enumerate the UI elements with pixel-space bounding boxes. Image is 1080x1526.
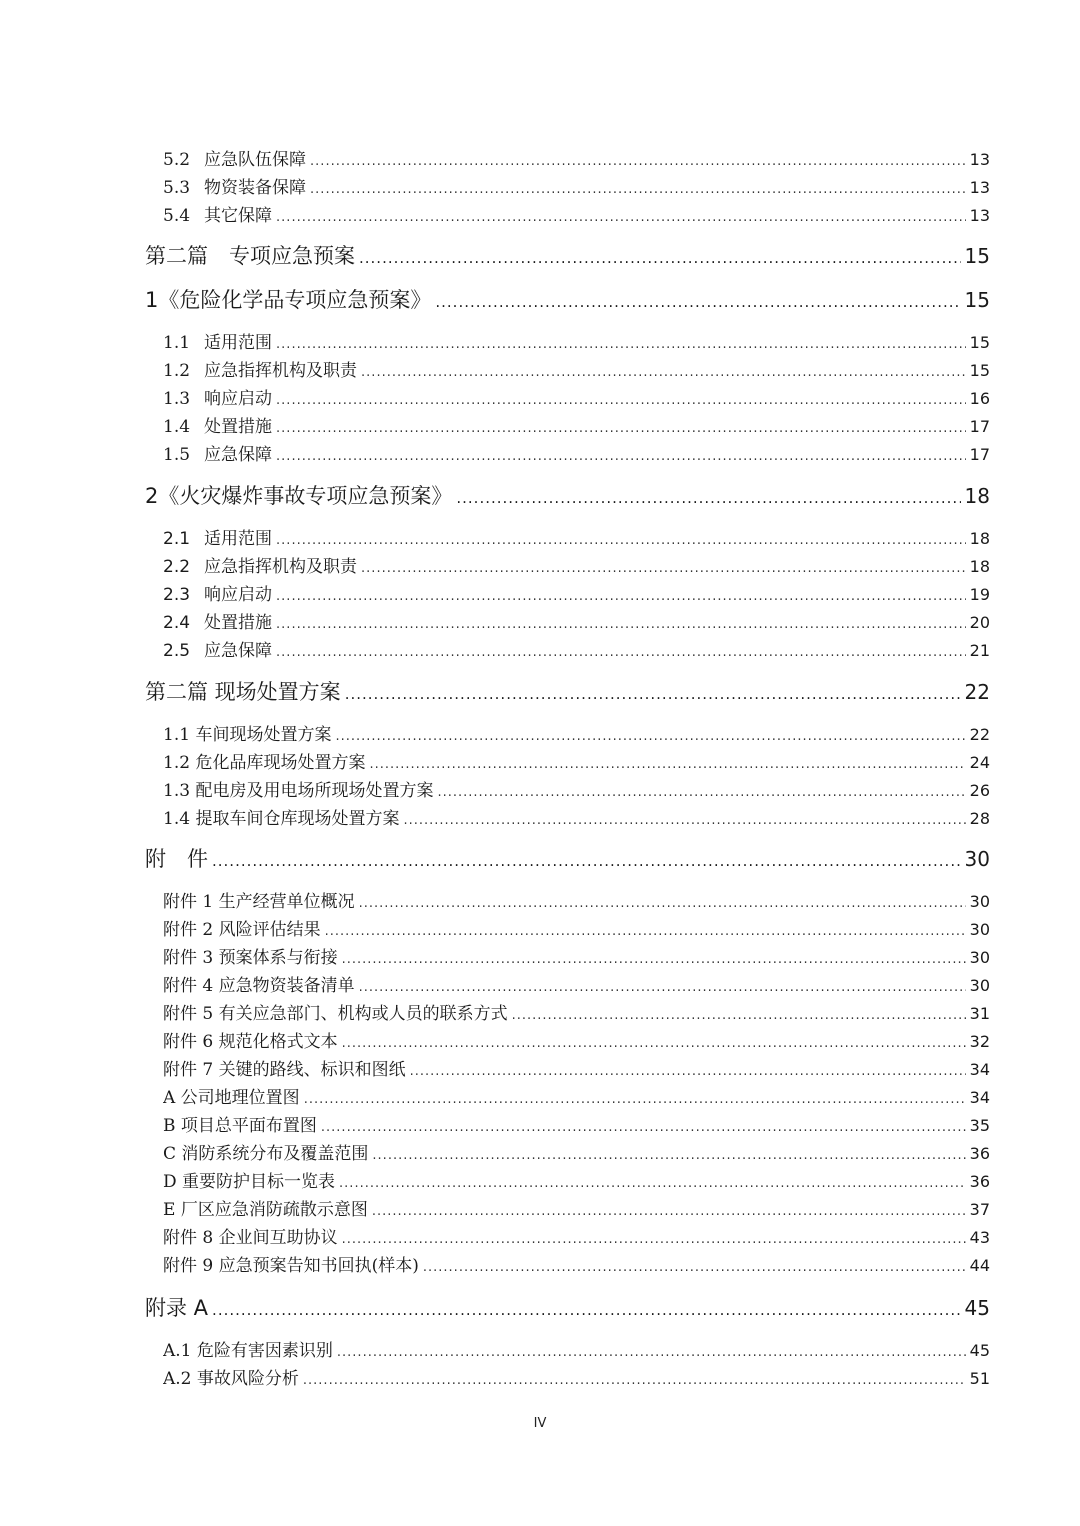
toc-entry-5-3[interactable] <box>163 173 990 199</box>
toc-entry-title: 应急指挥机构及职责 <box>204 361 358 381</box>
toc-page-number: 15 <box>964 244 990 268</box>
leader-dots <box>372 1200 966 1220</box>
toc-page-number: 22 <box>969 725 990 744</box>
toc-entry-title: 附件 4 应急物资装备清单 <box>163 976 355 996</box>
toc-attachment-3[interactable] <box>163 943 990 969</box>
toc-entry-2-5[interactable] <box>163 636 990 662</box>
leader-dots <box>456 484 960 508</box>
toc-page-number: 13 <box>969 150 990 169</box>
toc-entry-number: 5.2 <box>163 150 191 170</box>
toc-page-number: 15 <box>964 288 990 312</box>
leader-dots <box>361 361 966 381</box>
leader-dots <box>423 1256 966 1276</box>
leader-dots <box>345 680 961 704</box>
toc-appendix-a1[interactable] <box>163 1336 990 1362</box>
toc-entry-title: 响应启动 <box>204 585 273 605</box>
toc-entry-title: 附件 2 风险评估结果 <box>163 920 321 940</box>
toc-entry-1-5[interactable] <box>163 440 990 466</box>
toc-entry-2-4[interactable] <box>163 608 990 634</box>
leader-dots <box>369 753 965 773</box>
toc-attachment-7e[interactable] <box>163 1195 990 1221</box>
leader-dots <box>342 1228 966 1248</box>
page-number-footer: IV <box>533 1416 547 1431</box>
toc-page-number: 32 <box>969 1032 990 1051</box>
leader-dots <box>372 1144 965 1164</box>
toc-entry-title: 附件 6 规范化格式文本 <box>163 1032 338 1052</box>
toc-entry-title: A.1 危险有害因素识别 <box>163 1341 333 1361</box>
toc-page-number: 37 <box>969 1200 990 1219</box>
toc-entry-title: 适用范围 <box>204 333 273 353</box>
leader-dots <box>339 1172 966 1192</box>
toc-attachments[interactable] <box>145 843 990 875</box>
toc-page-number: 19 <box>969 585 990 604</box>
toc-page-number: 30 <box>969 892 990 911</box>
leader-dots <box>321 1116 966 1136</box>
leader-dots <box>276 613 966 633</box>
toc-attachment-9[interactable] <box>163 1251 990 1277</box>
toc-page-number: 21 <box>969 641 990 660</box>
toc-heading-title: 附 件 <box>145 847 208 871</box>
leader-dots <box>276 333 966 353</box>
toc-part-onsite-plans[interactable] <box>145 676 990 708</box>
toc-entry-title: 应急保障 <box>204 445 273 465</box>
toc-entry-title: 其它保障 <box>204 206 273 226</box>
leader-dots <box>403 809 965 829</box>
toc-entry-1-1[interactable] <box>163 328 990 354</box>
toc-entry-title: 响应启动 <box>204 389 273 409</box>
toc-entry-2-3[interactable] <box>163 580 990 606</box>
leader-dots <box>512 1004 966 1024</box>
toc-attachment-7a[interactable] <box>163 1083 990 1109</box>
toc-page-number: 17 <box>969 417 990 436</box>
toc-page-number: 18 <box>969 557 990 576</box>
toc-page-number: 45 <box>964 1296 990 1320</box>
leader-dots <box>342 1032 966 1052</box>
leader-dots <box>335 725 965 745</box>
toc-page-number: 30 <box>969 948 990 967</box>
toc-plan-hazardous-chemicals[interactable] <box>145 284 990 316</box>
leader-dots <box>342 948 966 968</box>
leader-dots <box>276 417 966 437</box>
toc-page-number: 26 <box>969 781 990 800</box>
toc-entry-title: 1.1 车间现场处置方案 <box>163 725 332 745</box>
toc-page-number: 28 <box>969 809 990 828</box>
toc-attachment-7c[interactable] <box>163 1139 990 1165</box>
toc-attachment-7b[interactable] <box>163 1111 990 1137</box>
leader-dots <box>303 1369 966 1389</box>
toc-page-number: 45 <box>969 1341 990 1360</box>
toc-page-number: 18 <box>964 484 990 508</box>
toc-entry-title: 1.4 提取车间仓库现场处置方案 <box>163 809 400 829</box>
toc-page-number: 22 <box>964 680 990 704</box>
toc-entry-title: C 消防系统分布及覆盖范围 <box>163 1144 369 1164</box>
toc-attachment-7[interactable] <box>163 1055 990 1081</box>
toc-entry-number: 1.2 <box>163 361 191 381</box>
toc-page-number: 34 <box>969 1088 990 1107</box>
toc-attachment-7d[interactable] <box>163 1167 990 1193</box>
toc-entry-title: 附件 1 生产经营单位概况 <box>163 892 355 912</box>
toc-entry-title: 应急保障 <box>204 641 273 661</box>
toc-entry-5-4[interactable] <box>163 201 990 227</box>
toc-attachment-1[interactable] <box>163 887 990 913</box>
toc-entry-number: 1.4 <box>163 417 191 437</box>
leader-dots <box>276 529 966 549</box>
toc-entry-number: 1.3 <box>163 389 191 409</box>
toc-attachment-2[interactable] <box>163 915 990 941</box>
leader-dots <box>276 641 966 661</box>
toc-entry-number: 2.4 <box>163 613 191 633</box>
toc-entry-title: 处置措施 <box>204 417 273 437</box>
toc-appendix-a[interactable] <box>145 1292 990 1324</box>
leader-dots <box>410 1060 966 1080</box>
toc-page-number: 15 <box>969 361 990 380</box>
toc-page-number: 13 <box>969 206 990 225</box>
toc-page-number: 43 <box>969 1228 990 1247</box>
toc-page-number: 24 <box>969 753 990 772</box>
toc-page-number: 31 <box>969 1004 990 1023</box>
leader-dots <box>276 389 966 409</box>
toc-entry-title: 适用范围 <box>204 529 273 549</box>
toc-entry-1-2[interactable] <box>163 356 990 382</box>
leader-dots <box>361 557 966 577</box>
leader-dots <box>435 288 960 312</box>
toc-entry-title: A 公司地理位置图 <box>163 1088 300 1108</box>
toc-entry-5-2[interactable] <box>163 145 990 171</box>
toc-page-number: 17 <box>969 445 990 464</box>
toc-entry-onsite-4[interactable] <box>163 804 990 830</box>
toc-entry-title: 附件 8 企业间互助协议 <box>163 1228 338 1248</box>
leader-dots <box>310 178 966 198</box>
toc-entry-number: 2.2 <box>163 557 191 577</box>
toc-page-number: 35 <box>969 1116 990 1135</box>
toc-entry-title: 应急队伍保障 <box>204 150 307 170</box>
toc-heading-title: 第二篇 现场处置方案 <box>145 680 341 704</box>
toc-page-number: 13 <box>969 178 990 197</box>
toc-entry-title: 附件 7 关键的路线、标识和图纸 <box>163 1060 406 1080</box>
toc-entry-title: 物资装备保障 <box>204 178 307 198</box>
toc-entry-title: B 项目总平面布置图 <box>163 1116 317 1136</box>
toc-heading-title: 2《火灾爆炸事故专项应急预案》 <box>145 484 453 508</box>
leader-dots <box>276 585 966 605</box>
toc-attachment-4[interactable] <box>163 971 990 997</box>
toc-heading-title: 1《危险化学品专项应急预案》 <box>145 288 432 312</box>
toc-entry-title: D 重要防护目标一览表 <box>163 1172 336 1192</box>
toc-entry-title: E 厂区应急消防疏散示意图 <box>163 1200 368 1220</box>
toc-page-number: 30 <box>969 976 990 995</box>
toc-entry-title: 1.3 配电房及用电场所现场处置方案 <box>163 781 434 801</box>
toc-entry-title: 1.2 危化品库现场处置方案 <box>163 753 366 773</box>
toc-entry-onsite-1[interactable] <box>163 720 990 746</box>
toc-entry-title: 附件 9 应急预案告知书回执(样本) <box>163 1256 419 1276</box>
toc-entry-number: 1.5 <box>163 445 191 465</box>
toc-entry-number: 2.3 <box>163 585 191 605</box>
leader-dots <box>359 976 966 996</box>
toc-attachment-5[interactable] <box>163 999 990 1025</box>
toc-entry-title: 处置措施 <box>204 613 273 633</box>
toc-page-number: 15 <box>969 333 990 352</box>
toc-page-number: 16 <box>969 389 990 408</box>
toc-part-special-plans[interactable] <box>145 240 990 272</box>
toc-attachment-6[interactable] <box>163 1027 990 1053</box>
toc-page-number: 34 <box>969 1060 990 1079</box>
toc-entry-onsite-2[interactable] <box>163 748 990 774</box>
toc-page-number: 20 <box>969 613 990 632</box>
leader-dots <box>437 781 965 801</box>
toc-entry-title: 附件 5 有关应急部门、机构或人员的联系方式 <box>163 1004 508 1024</box>
toc-entry-onsite-3[interactable] <box>163 776 990 802</box>
toc-page-number: 36 <box>969 1144 990 1163</box>
toc-entry-number: 5.3 <box>163 178 191 198</box>
leader-dots <box>212 847 961 871</box>
leader-dots <box>359 892 966 912</box>
toc-entry-2-2[interactable] <box>163 552 990 578</box>
leader-dots <box>337 1341 966 1361</box>
toc-attachment-8[interactable] <box>163 1223 990 1249</box>
toc-page-number: 30 <box>964 847 990 871</box>
toc-page-number: 30 <box>969 920 990 939</box>
toc-page-number: 44 <box>969 1256 990 1275</box>
toc-appendix-a2[interactable] <box>163 1364 990 1390</box>
toc-entry-title: 附件 3 预案体系与衔接 <box>163 948 338 968</box>
toc-entry-number: 5.4 <box>163 206 191 226</box>
toc-entry-title: 应急指挥机构及职责 <box>204 557 358 577</box>
toc-entry-number: 2.5 <box>163 641 191 661</box>
toc-page-number: 18 <box>969 529 990 548</box>
leader-dots <box>304 1088 966 1108</box>
leader-dots <box>276 445 966 465</box>
leader-dots <box>359 244 961 268</box>
toc-entry-2-1[interactable] <box>163 524 990 550</box>
leader-dots <box>325 920 966 940</box>
toc-page-number: 36 <box>969 1172 990 1191</box>
toc-page-number: 51 <box>969 1369 990 1388</box>
toc-entry-title: A.2 事故风险分析 <box>163 1369 299 1389</box>
leader-dots <box>276 206 966 226</box>
leader-dots <box>212 1296 961 1320</box>
leader-dots <box>310 150 966 170</box>
toc-plan-fire-explosion[interactable] <box>145 480 990 512</box>
toc-entry-number: 1.1 <box>163 333 191 353</box>
toc-entry-number: 2.1 <box>163 529 191 549</box>
toc-heading-title: 附录 A <box>145 1296 209 1320</box>
toc-heading-title: 第二篇 专项应急预案 <box>145 244 355 268</box>
toc-entry-1-3[interactable] <box>163 384 990 410</box>
toc-entry-1-4[interactable] <box>163 412 990 438</box>
